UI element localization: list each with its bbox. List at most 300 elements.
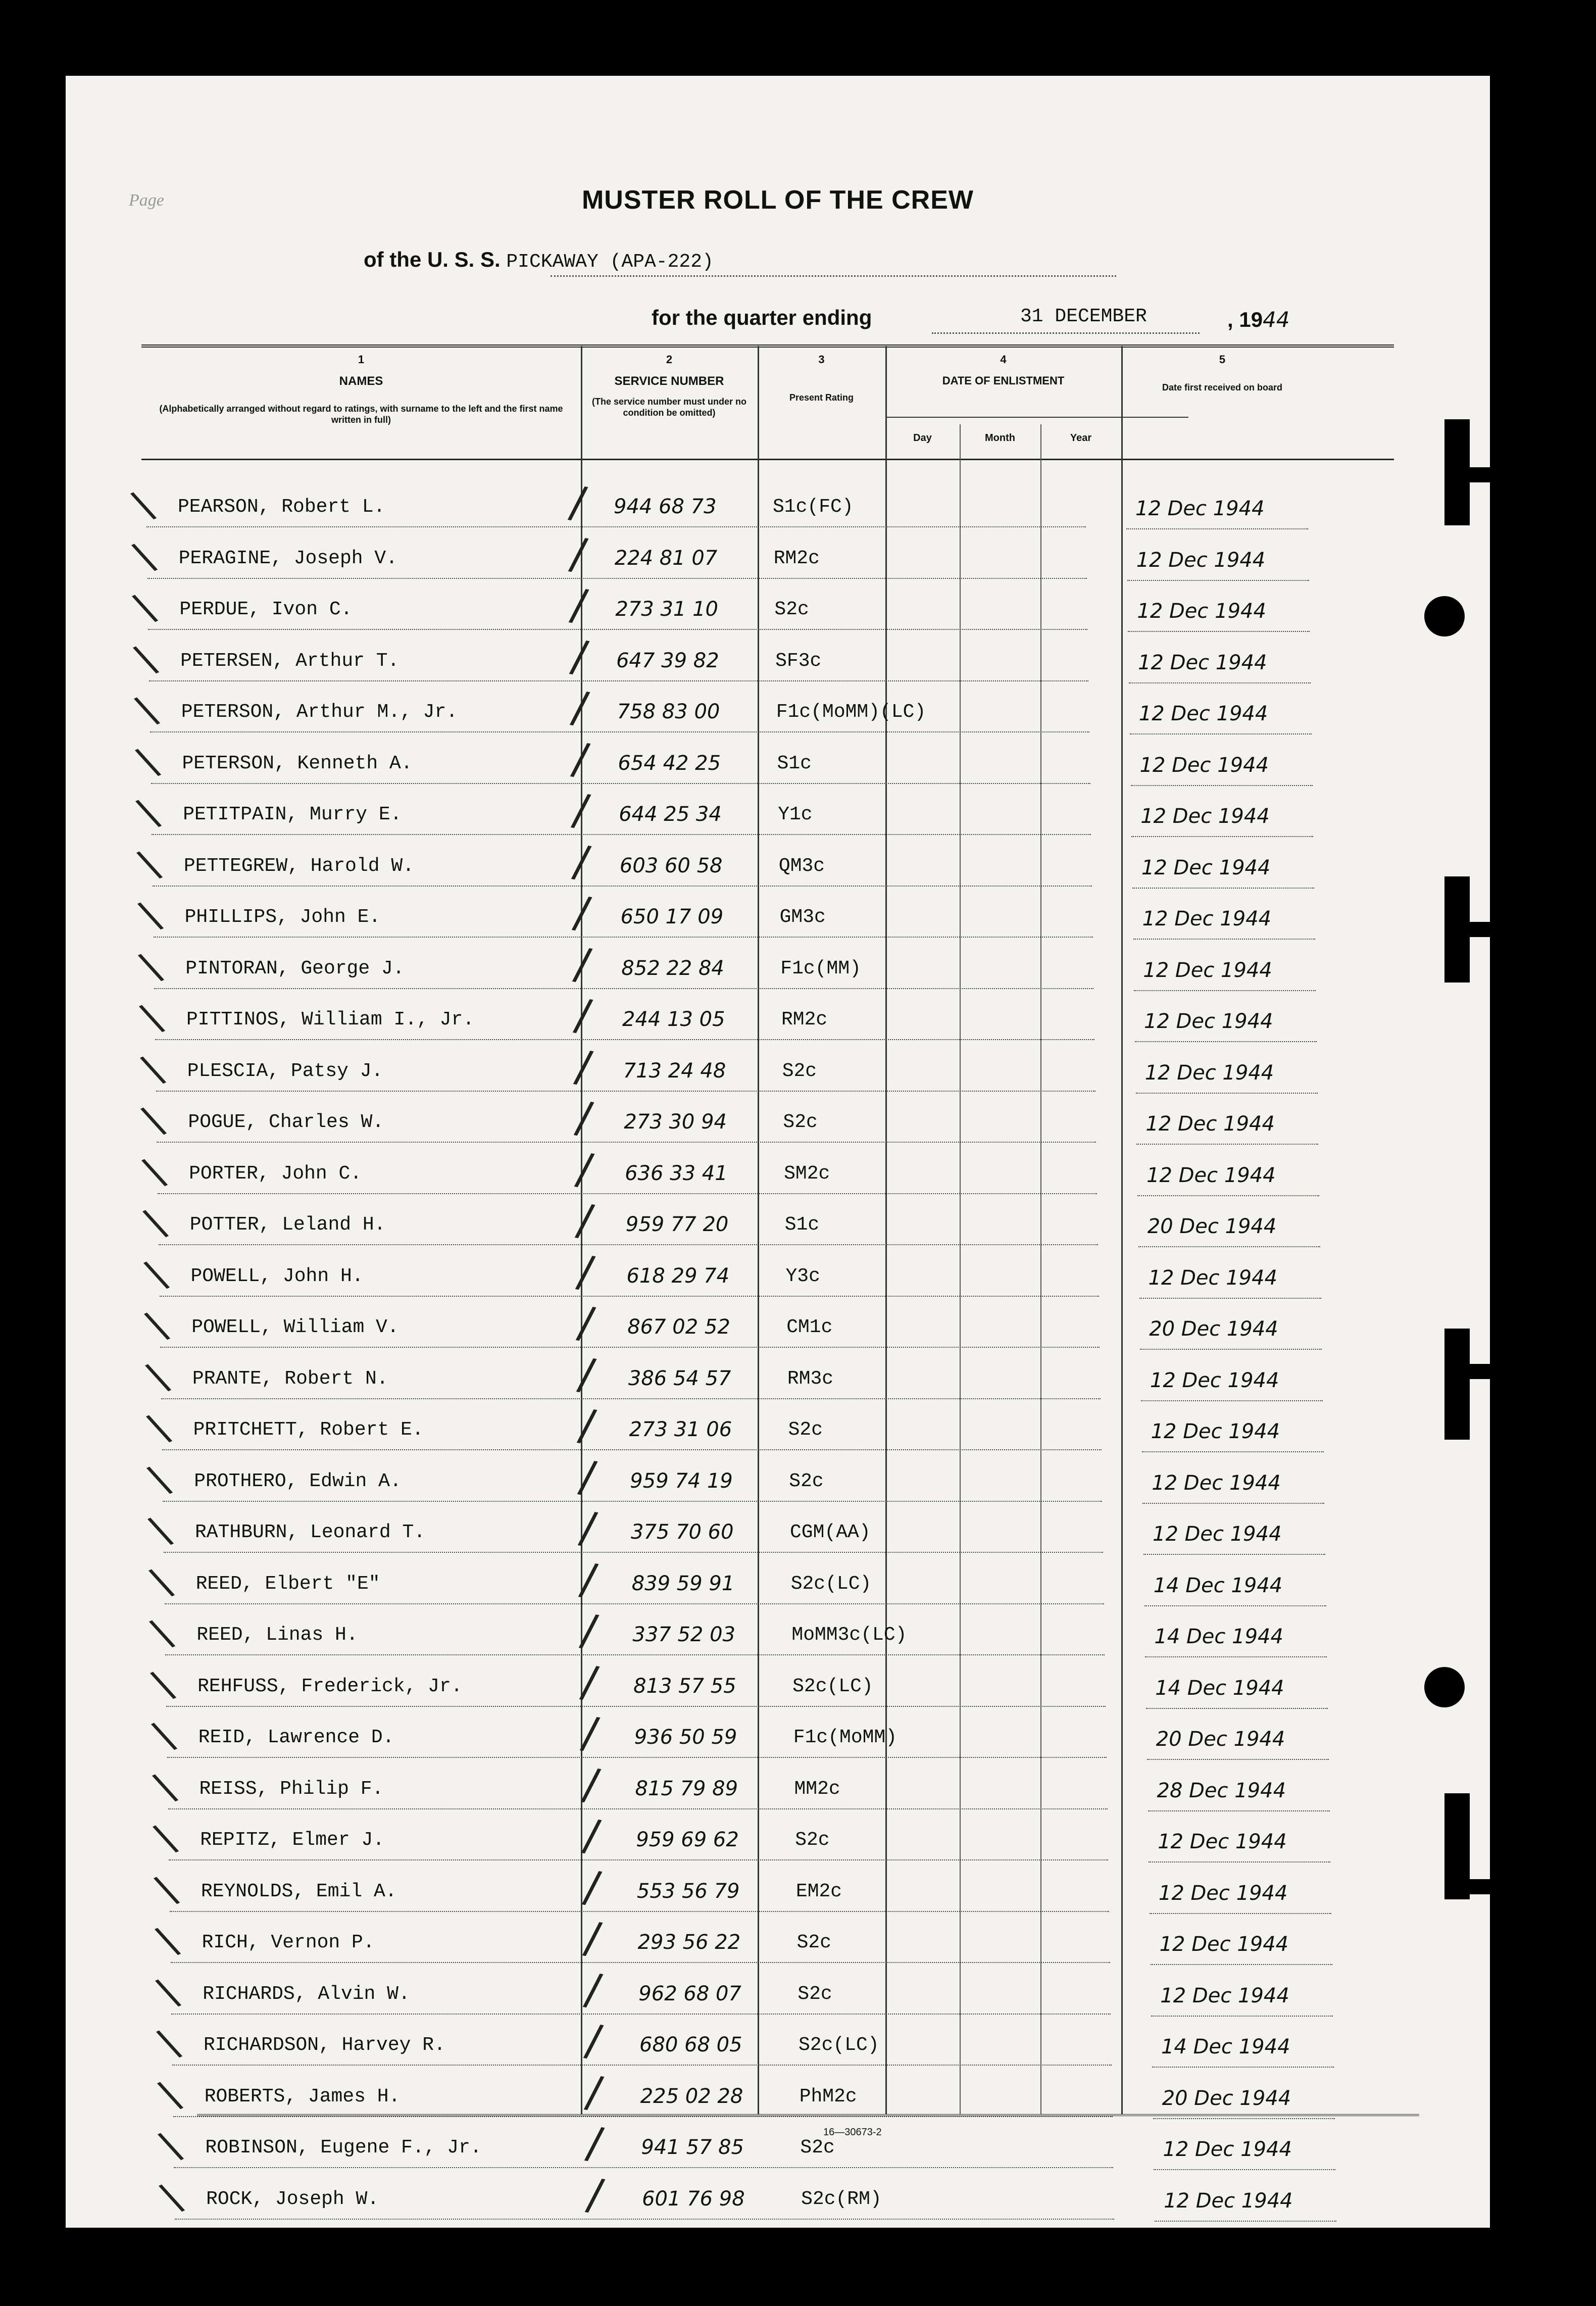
table-row [66, 1245, 1490, 1310]
check-mark-icon: \ [143, 1455, 176, 1503]
tally-mark-icon: / [567, 527, 590, 580]
tally-mark-icon: / [577, 1604, 601, 1657]
date-rule [1137, 1195, 1319, 1196]
crew-name: PETTEGREW, Harold W. [183, 855, 414, 877]
date-received: 20 Dec 1944 [1156, 1728, 1285, 1751]
date-received: 14 Dec 1944 [1153, 1574, 1283, 1597]
present-rating: S2c [783, 1111, 818, 1133]
date-rule [1146, 1708, 1328, 1709]
header-names-label: NAMES [339, 374, 383, 388]
date-rule [1128, 631, 1310, 632]
tally-mark-icon: / [571, 938, 594, 991]
table-row [66, 887, 1490, 951]
date-rule [1141, 1400, 1323, 1401]
header-month: Month [985, 432, 1015, 444]
row-rule [172, 2065, 1112, 2066]
table-row [66, 579, 1490, 643]
table-row [66, 784, 1490, 848]
table-row [66, 527, 1490, 592]
header-rating-label: Present Rating [789, 392, 854, 403]
ship-rule [551, 275, 1116, 277]
quarter-date: 31 DECEMBER [1020, 306, 1147, 327]
header-enlistment-num: 4 [1000, 353, 1007, 366]
tally-mark-icon: / [582, 2015, 606, 2067]
date-rule [1144, 1605, 1326, 1606]
crew-name: PEARSON, Robert L. [178, 496, 385, 518]
row-rule [174, 2167, 1113, 2168]
service-number: 386 54 57 [628, 1366, 731, 1390]
service-number: 225 02 28 [640, 2084, 743, 2108]
year-suffix: 44 [1263, 307, 1290, 332]
check-mark-icon: \ [128, 532, 160, 580]
date-received: 12 Dec 1944 [1163, 2138, 1292, 2161]
crew-name: REED, Elbert "E" [195, 1573, 380, 1595]
table-row [66, 1040, 1490, 1105]
date-received: 12 Dec 1944 [1150, 1368, 1279, 1392]
present-rating: CM1c [786, 1316, 833, 1338]
date-rule [1133, 939, 1315, 940]
row-rule [170, 1911, 1109, 1912]
service-number: 839 59 91 [631, 1572, 735, 1595]
binder-tab-arm [1444, 1364, 1520, 1379]
tally-mark-icon: / [572, 1040, 595, 1093]
present-rating: S2c [788, 1419, 823, 1441]
row-rule [162, 1449, 1102, 1450]
crew-name: RATHBURN, Leonard T. [195, 1522, 426, 1543]
row-rule [171, 2014, 1111, 2015]
date-received: 12 Dec 1944 [1138, 651, 1267, 674]
row-rule [152, 834, 1091, 835]
header-received-label: Date first received on board [1162, 382, 1283, 392]
row-rule [166, 1706, 1106, 1707]
table-row [66, 938, 1490, 1002]
present-rating: S2c [797, 1983, 832, 2005]
date-received: 12 Dec 1944 [1160, 1984, 1289, 2007]
service-number: 618 29 74 [626, 1264, 730, 1288]
date-received: 14 Dec 1944 [1155, 1676, 1284, 1700]
table-row [66, 2066, 1490, 2130]
crew-name: POGUE, Charles W. [188, 1111, 384, 1133]
check-mark-icon: \ [129, 634, 162, 683]
date-rule [1135, 1041, 1317, 1042]
date-received: 12 Dec 1944 [1153, 1523, 1282, 1546]
crew-name: PITTINOS, William I., Jr. [186, 1009, 475, 1031]
date-rule [1142, 1503, 1324, 1504]
date-rule [1149, 1861, 1330, 1862]
check-mark-icon: \ [136, 1045, 169, 1093]
row-rule [153, 886, 1092, 887]
check-mark-icon: \ [133, 891, 166, 940]
crew-name: PHILLIPS, John E. [184, 906, 381, 928]
date-received: 20 Dec 1944 [1162, 2086, 1291, 2110]
tally-mark-icon: / [567, 579, 591, 631]
date-received: 12 Dec 1944 [1145, 1112, 1275, 1136]
header-enlistment-label: DATE OF ENLISTMENT [942, 374, 1065, 387]
crew-name: PERAGINE, Joseph V. [178, 547, 397, 569]
tally-mark-icon: / [579, 1707, 602, 1759]
crew-name: REID, Lawrence D. [198, 1727, 394, 1748]
tally-mark-icon: / [580, 1809, 603, 1862]
table-row [66, 1399, 1490, 1463]
check-mark-icon: \ [127, 480, 160, 529]
date-rule [1138, 1246, 1320, 1247]
quarter-label: for the quarter ending [652, 306, 872, 329]
present-rating: SF3c [775, 650, 822, 672]
ship-line [364, 248, 714, 273]
date-rule [1131, 785, 1313, 786]
service-number: 941 57 85 [641, 2136, 744, 2159]
date-rule [1134, 990, 1316, 991]
check-mark-icon: \ [146, 1660, 179, 1708]
date-rule [1148, 1810, 1330, 1811]
table-row [66, 1860, 1490, 1925]
present-rating: GM3c [779, 906, 826, 928]
present-rating: S2c(RM) [801, 2188, 882, 2210]
crew-name: REPITZ, Elmer J. [200, 1829, 385, 1851]
date-rule [1152, 2067, 1334, 2068]
table-row [66, 630, 1490, 695]
present-rating: EM2c [795, 1880, 842, 1902]
row-rule [154, 988, 1093, 989]
check-mark-icon: \ [137, 1096, 170, 1145]
present-rating: RM2c [781, 1009, 828, 1031]
crew-name: POTTER, Leland H. [189, 1214, 386, 1236]
row-rule [146, 526, 1086, 527]
present-rating: RM3c [787, 1367, 834, 1390]
row-rule [150, 731, 1089, 732]
date-received: 20 Dec 1944 [1147, 1215, 1277, 1238]
table-row [66, 681, 1490, 746]
date-rule [1126, 528, 1308, 529]
header-rating [758, 353, 885, 403]
row-rule [159, 1244, 1098, 1245]
crew-name: PETITPAIN, Murry E. [183, 804, 402, 825]
service-number: 813 57 55 [633, 1674, 736, 1698]
present-rating: S2c [782, 1060, 817, 1082]
table-row [66, 1502, 1490, 1566]
check-mark-icon: \ [150, 1865, 183, 1914]
crew-name: POWELL, William V. [191, 1316, 399, 1338]
present-rating: S2c [800, 2137, 835, 2158]
tally-mark-icon: / [579, 1758, 603, 1811]
ship-name: PICKAWAY (APA-222) [506, 251, 714, 273]
date-rule [1142, 1451, 1324, 1452]
page-mark: Page [129, 191, 164, 210]
check-mark-icon: \ [131, 737, 164, 786]
header-received-num: 5 [1219, 353, 1226, 366]
date-received: 12 Dec 1944 [1142, 907, 1272, 930]
tally-mark-icon: / [581, 1912, 604, 1965]
row-rule [160, 1347, 1100, 1348]
tally-mark-icon: / [574, 1245, 597, 1298]
ship-label: of the U. S. S. [364, 248, 501, 271]
date-rule [1139, 1298, 1321, 1299]
check-mark-icon: \ [147, 1711, 180, 1760]
date-rule [1151, 1964, 1332, 1965]
tally-mark-icon: / [572, 1092, 596, 1144]
date-received: 12 Dec 1944 [1139, 753, 1269, 777]
crew-name: PROTHERO, Edwin A. [194, 1470, 402, 1492]
present-rating: SM2c [784, 1162, 830, 1185]
present-rating: S2c [789, 1470, 824, 1492]
crew-name: REYNOLDS, Emil A. [201, 1880, 397, 1902]
row-rule [147, 578, 1087, 579]
service-number: 758 83 00 [617, 700, 720, 723]
row-rule [148, 629, 1087, 630]
present-rating: S1c(FC) [773, 496, 854, 518]
check-mark-icon: \ [155, 2173, 188, 2221]
date-rule [1140, 1349, 1322, 1350]
table-row [66, 1604, 1490, 1669]
date-received: 12 Dec 1944 [1159, 1933, 1289, 1956]
present-rating: MM2c [794, 1778, 840, 1800]
crew-name: PETERSON, Arthur M., Jr. [181, 701, 458, 723]
binder-tab-arm [1444, 467, 1520, 482]
punch-hole [1424, 1667, 1465, 1707]
check-mark-icon: \ [140, 1301, 173, 1350]
table-row [66, 1143, 1490, 1207]
date-rule [1154, 2169, 1335, 2170]
service-number: 654 42 25 [618, 751, 721, 775]
crew-name: RICHARDSON, Harvey R. [204, 2034, 445, 2056]
date-rule [1150, 1913, 1331, 1914]
check-mark-icon: \ [145, 1608, 178, 1657]
row-rule [160, 1296, 1099, 1297]
crew-name: PINTORAN, George J. [185, 957, 405, 979]
tally-mark-icon: / [576, 1450, 600, 1503]
check-mark-icon: \ [152, 1968, 184, 2016]
row-rule [149, 680, 1088, 681]
service-number: 601 76 98 [642, 2187, 745, 2211]
header-names-note: (Alphabetically arranged without regard to ratings, with surname to the left and the first name written in full) [159, 403, 563, 425]
service-number: 224 81 07 [614, 546, 718, 570]
present-rating: CGM(AA) [790, 1522, 871, 1543]
tally-mark-icon: / [575, 1348, 598, 1401]
service-number: 273 31 10 [615, 598, 718, 621]
header-year: Year [1070, 432, 1092, 444]
date-received: 12 Dec 1944 [1158, 1830, 1287, 1853]
row-rule [167, 1757, 1107, 1758]
date-received: 12 Dec 1944 [1152, 1471, 1281, 1495]
header-rating-num: 3 [818, 353, 825, 366]
crew-name: PRITCHETT, Robert E. [193, 1419, 424, 1441]
table-row [66, 1450, 1490, 1515]
row-rule [161, 1398, 1101, 1399]
present-rating: F1c(MoMM) [793, 1727, 897, 1748]
table-row [66, 1912, 1490, 1976]
date-received: 12 Dec 1944 [1151, 1420, 1280, 1443]
row-rule [169, 1859, 1108, 1860]
row-rule [163, 1501, 1102, 1502]
header-top-rule [141, 345, 1394, 348]
tally-mark-icon: / [566, 476, 590, 529]
date-rule [1132, 888, 1314, 889]
row-rule [157, 1142, 1096, 1143]
tally-mark-icon: / [570, 887, 594, 939]
crew-name: PRANTE, Robert N. [192, 1367, 388, 1390]
tally-mark-icon: / [570, 835, 593, 888]
table-row [66, 1297, 1490, 1361]
tally-mark-icon: / [571, 989, 595, 1042]
tally-mark-icon: / [580, 1860, 604, 1914]
tally-mark-icon: / [576, 1502, 600, 1554]
date-rule [1127, 580, 1309, 581]
check-mark-icon: \ [132, 788, 165, 837]
crew-name: REED, Linas H. [196, 1624, 358, 1646]
check-mark-icon: \ [130, 685, 163, 734]
row-rule [155, 1039, 1094, 1040]
date-received: 12 Dec 1944 [1144, 1061, 1274, 1085]
date-rule [1136, 1093, 1318, 1094]
header-received [1121, 353, 1323, 393]
binder-tab-arm [1444, 922, 1520, 937]
service-number: 936 50 59 [634, 1726, 737, 1749]
date-rule [1145, 1656, 1327, 1657]
table-row [66, 1553, 1490, 1617]
service-number: 603 60 58 [619, 854, 723, 877]
tally-mark-icon: / [568, 630, 591, 683]
crew-name: ROCK, Joseph W. [206, 2188, 379, 2210]
check-mark-icon: \ [139, 1198, 171, 1247]
tally-mark-icon: / [578, 1655, 602, 1708]
service-number: 852 22 84 [621, 956, 724, 980]
date-rule [1147, 1759, 1329, 1760]
check-mark-icon: \ [145, 1557, 177, 1606]
table-row [66, 835, 1490, 900]
present-rating: RM2c [773, 547, 820, 569]
service-number: 959 74 19 [630, 1469, 733, 1493]
crew-name: PERDUE, Ivon C. [179, 599, 353, 620]
present-rating: Y1c [778, 804, 813, 825]
row-rule [168, 1808, 1108, 1809]
tally-mark-icon: / [574, 1297, 598, 1349]
punch-hole [1424, 596, 1465, 636]
service-number: 553 56 79 [636, 1879, 740, 1903]
service-number: 959 69 62 [636, 1828, 739, 1851]
crew-name: POWELL, John H. [190, 1265, 364, 1287]
date-received: 12 Dec 1944 [1141, 856, 1271, 879]
crew-name: REISS, Philip F. [199, 1778, 384, 1800]
date-received: 12 Dec 1944 [1143, 958, 1272, 982]
tally-mark-icon: / [569, 784, 593, 837]
service-number: 962 68 07 [638, 1982, 741, 2005]
quarter-year [1227, 307, 1290, 332]
binder-tab [1444, 1329, 1470, 1440]
date-rule [1130, 733, 1312, 734]
table-row [66, 2168, 1490, 2233]
crew-name: PORTER, John C. [189, 1162, 362, 1185]
crew-name: PETERSON, Kenneth A. [182, 752, 413, 774]
service-number: 273 30 94 [624, 1110, 727, 1134]
present-rating: S2c [796, 1932, 832, 1953]
check-mark-icon: \ [142, 1403, 175, 1452]
service-number: 337 52 03 [632, 1623, 735, 1646]
row-rule [165, 1603, 1104, 1604]
header-service-label: SERVICE NUMBER [614, 374, 724, 388]
tally-mark-icon: / [573, 1143, 596, 1196]
header-names-num: 1 [358, 353, 365, 366]
check-mark-icon: \ [151, 1916, 183, 1965]
present-rating: S2c(LC) [799, 2034, 879, 2056]
muster-roll-sheet [66, 76, 1490, 2228]
service-number: 244 13 05 [622, 1008, 725, 1031]
check-mark-icon: \ [153, 2019, 185, 2068]
tally-mark-icon: / [583, 2117, 607, 2170]
header-day: Day [913, 432, 932, 444]
crew-name: PETERSEN, Arthur T. [180, 650, 400, 672]
table-row [66, 1348, 1490, 1412]
date-received: 12 Dec 1944 [1158, 1881, 1288, 1905]
service-number: 959 77 20 [625, 1213, 729, 1236]
enlistment-subheader-rule [885, 417, 1188, 418]
binder-tab-arm [1444, 1879, 1520, 1894]
date-received: 12 Dec 1944 [1138, 702, 1268, 725]
check-mark-icon: \ [141, 1352, 174, 1401]
table-row [66, 1707, 1490, 1771]
table-row [66, 989, 1490, 1053]
check-mark-icon: \ [154, 2121, 187, 2170]
row-rule [164, 1552, 1103, 1553]
row-rule [158, 1193, 1097, 1194]
check-mark-icon: \ [135, 993, 168, 1042]
crew-name: RICH, Vernon P. [202, 1932, 375, 1953]
present-rating: F1c(MM) [780, 957, 861, 979]
present-rating: S2c(LC) [792, 1675, 873, 1697]
table-row [66, 1963, 1490, 2028]
date-rule [1129, 682, 1311, 683]
service-number: 273 31 06 [629, 1418, 732, 1441]
header-enlistment [885, 353, 1121, 387]
crew-name: RICHARDS, Alvin W. [203, 1983, 410, 2005]
row-rule [175, 2219, 1114, 2220]
row-rule [171, 1962, 1110, 1963]
table-row [66, 1809, 1490, 1874]
date-rule [1151, 2016, 1333, 2017]
service-number: 944 68 73 [614, 495, 717, 518]
document-title: MUSTER ROLL OF THE CREW [581, 185, 974, 215]
present-rating: QM3c [778, 855, 825, 877]
table-row [66, 1194, 1490, 1258]
check-mark-icon: \ [139, 1250, 172, 1298]
tally-mark-icon: / [577, 1553, 601, 1606]
present-rating: Y3c [785, 1265, 820, 1287]
date-rule [1143, 1554, 1325, 1555]
service-number: 636 33 41 [625, 1161, 728, 1185]
check-mark-icon: \ [149, 1813, 182, 1862]
check-mark-icon: \ [154, 2070, 186, 2119]
date-received: 12 Dec 1944 [1140, 805, 1270, 828]
present-rating: S2c(LC) [790, 1573, 872, 1595]
date-rule [1131, 836, 1313, 837]
check-mark-icon: \ [138, 1147, 171, 1196]
service-number: 293 56 22 [637, 1931, 741, 1954]
check-mark-icon: \ [133, 840, 166, 888]
present-rating: MoMM3c(LC) [791, 1624, 907, 1646]
crew-name: REHFUSS, Frederick, Jr. [197, 1675, 463, 1697]
date-received: 12 Dec 1944 [1148, 1266, 1278, 1290]
row-rule [154, 937, 1093, 938]
crew-name: ROBINSON, Eugene F., Jr. [205, 2137, 482, 2158]
table-row [66, 1758, 1490, 1823]
check-mark-icon: \ [148, 1762, 181, 1811]
header-service-num: 2 [666, 353, 673, 366]
date-received: 14 Dec 1944 [1154, 1625, 1283, 1648]
date-received: 12 Dec 1944 [1144, 1010, 1273, 1033]
service-number: 650 17 09 [620, 905, 724, 928]
present-rating: S2c [774, 599, 809, 620]
row-rule [151, 783, 1090, 784]
present-rating: F1c(MoMM)(LC) [776, 701, 926, 723]
